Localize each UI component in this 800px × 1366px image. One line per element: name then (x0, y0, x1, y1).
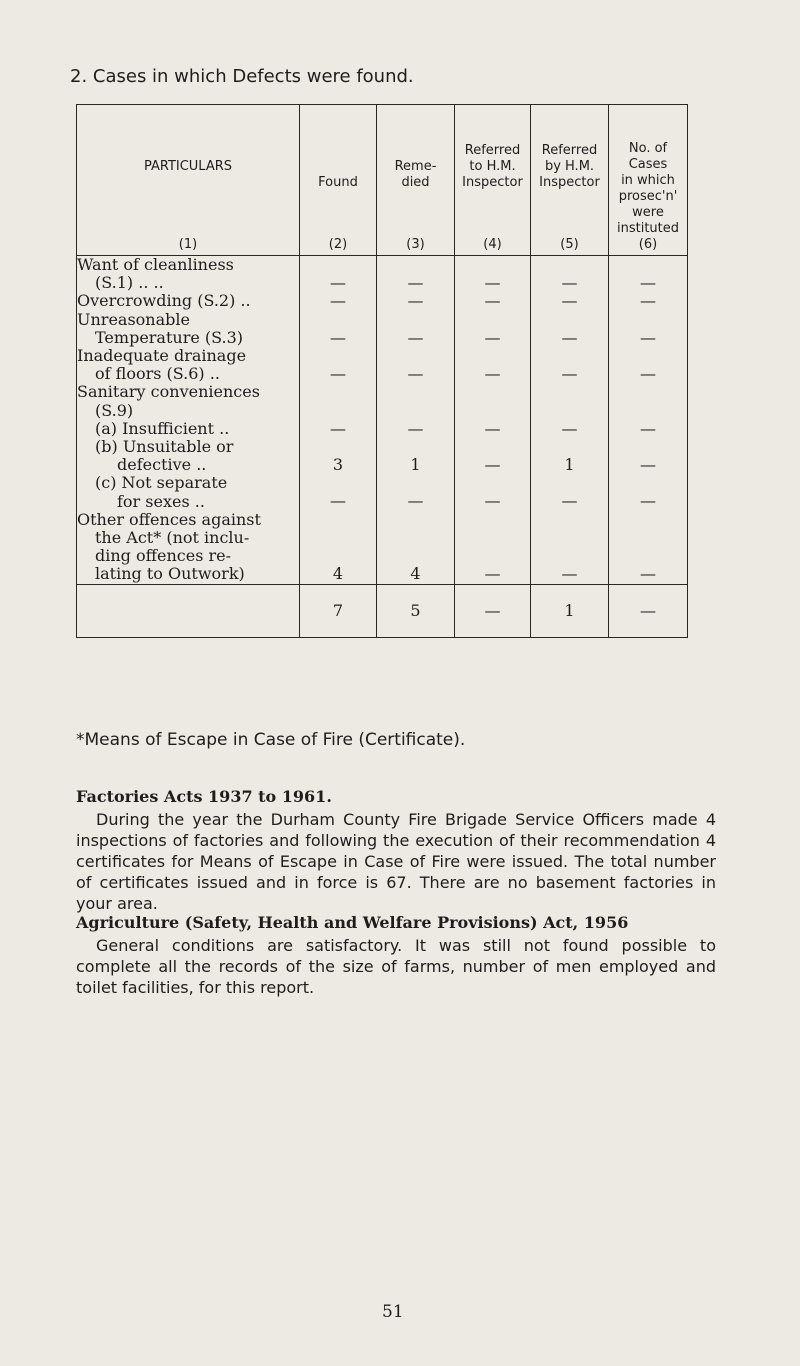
table-value (531, 402, 608, 420)
table-value (377, 511, 454, 529)
particular-line: Inadequate drainage (77, 346, 247, 366)
table-value: — (407, 418, 424, 438)
table-value (531, 311, 608, 329)
table-value (531, 474, 608, 492)
table-value (609, 383, 687, 401)
table-value (300, 529, 376, 547)
header-referred-to: Referred to H.M. Inspector (4) (455, 105, 531, 256)
table-value: — (561, 364, 578, 384)
table-value (377, 256, 454, 274)
table-value (455, 529, 530, 547)
table-value (609, 511, 687, 529)
defects-table (76, 104, 688, 638)
table-value: — (640, 273, 656, 293)
total-prosecutions: — (609, 584, 688, 637)
table-value (609, 547, 687, 565)
particular-line: (c) Not separate (95, 473, 228, 493)
table-value (300, 438, 376, 456)
table-value (609, 347, 687, 365)
table-value: 1 (564, 455, 575, 475)
table-value: — (330, 291, 346, 311)
particular-line: lating to Outwork) (95, 564, 245, 584)
table-value (609, 256, 687, 274)
table-value (455, 511, 530, 529)
table-value: — (484, 491, 501, 511)
table-value: — (484, 364, 501, 384)
table-value: 4 (410, 564, 421, 584)
page-number: 51 (382, 1302, 404, 1322)
table-value: — (561, 273, 578, 293)
table-value: — (330, 418, 346, 438)
table-value (609, 438, 687, 456)
header-particulars: PARTICULARS (1) (77, 105, 300, 256)
particular-line: defective .. (117, 455, 207, 475)
table-value (455, 383, 530, 401)
table-value (377, 347, 454, 365)
particular-line: (S.9) (95, 400, 134, 420)
table-value (531, 256, 608, 274)
totals-row (77, 584, 688, 637)
table-value: — (484, 273, 501, 293)
table-value (300, 383, 376, 401)
agriculture-title: Agriculture (Safety, Health and Welfare Provisions) Act, 1956 (76, 913, 629, 932)
table-value: — (330, 364, 346, 384)
total-remedied: 5 (377, 584, 455, 637)
table-value: — (561, 491, 578, 511)
table-value (377, 438, 454, 456)
table-value: — (330, 491, 346, 511)
header-found: Found (2) (300, 105, 377, 256)
table-value: — (484, 564, 501, 584)
table-value (455, 256, 530, 274)
table-value: 4 (332, 564, 344, 584)
particular-line: of floors (S.6) .. (95, 364, 220, 384)
table-footnote: *Means of Escape in Case of Fire (Certificate). (76, 730, 466, 750)
table-value (377, 402, 454, 420)
table-value (609, 529, 687, 547)
table-value (455, 347, 530, 365)
total-referred-by: 1 (531, 584, 609, 637)
section-heading: 2. Cases in which Defects were found. (70, 66, 414, 87)
table-value (531, 438, 608, 456)
particular-line: Want of cleanliness (77, 255, 234, 274)
particular-line: Temperature (S.3) (95, 327, 244, 347)
table-value (377, 474, 454, 492)
table-value (531, 511, 608, 529)
table-value (377, 529, 454, 547)
table-value: — (640, 418, 656, 438)
table-value: — (640, 455, 656, 475)
particular-line: (a) Insufficient .. (95, 418, 230, 438)
table-value (300, 256, 376, 274)
factories-section (76, 786, 716, 914)
table-value: — (640, 364, 656, 384)
table-value: — (407, 491, 424, 511)
prosecutions-column (609, 256, 688, 585)
table-value (609, 402, 687, 420)
table-value: — (484, 418, 501, 438)
table-value (300, 311, 376, 329)
table-value: — (640, 327, 656, 347)
table-value (531, 529, 608, 547)
found-column (300, 256, 377, 585)
particular-line: Unreasonable (77, 309, 190, 329)
particular-line: ding offences re- (95, 546, 232, 566)
header-prosecutions: No. of Cases in which prosec'n' were instituted (6) (609, 105, 688, 256)
table-value: — (640, 564, 656, 584)
header-row (77, 105, 688, 256)
header-remedied: Reme- died (3) (377, 105, 455, 256)
agriculture-section (76, 912, 716, 998)
table-value: — (407, 273, 424, 293)
referred-by-column (531, 256, 609, 585)
table-value (455, 438, 530, 456)
table-value: — (484, 291, 501, 311)
table-value (377, 547, 454, 565)
particulars-cell (77, 256, 300, 585)
particular-line: the Act* (not inclu- (95, 528, 250, 548)
table-value (300, 511, 376, 529)
table-value: — (407, 327, 424, 347)
table-value: 1 (410, 455, 421, 475)
table-value (455, 311, 530, 329)
particular-line: Other offences against (77, 509, 261, 529)
table-value (455, 547, 530, 565)
total-found: 7 (300, 584, 377, 637)
table-value: — (484, 327, 501, 347)
table-value (300, 547, 376, 565)
table-value: — (330, 327, 346, 347)
particular-line: Sanitary conveniences (77, 382, 260, 402)
particular-line: (S.1) .. .. (95, 273, 164, 293)
table-value (609, 311, 687, 329)
table-value: — (561, 564, 578, 584)
totals-label-cell (77, 584, 300, 637)
table-value (300, 347, 376, 365)
table-value: 3 (332, 455, 344, 475)
table-value: — (561, 327, 578, 347)
particular-line: (b) Unsuitable or (95, 437, 234, 457)
table-value: — (407, 291, 424, 311)
total-referred-to: — (455, 584, 531, 637)
referred-to-column (455, 256, 531, 585)
particular-line: for sexes .. (117, 491, 205, 511)
body-row (77, 256, 688, 585)
table-value: — (640, 291, 656, 311)
factories-body: During the year the Durham County Fire Brigade Service Officers made 4 inspections of factories and following the execution of their recommendation 4 certificates for Means of Escape in Case of Fire were issued. The total number of certificates issued and in force is 67. There are no basement factories in your area. (76, 810, 716, 913)
factories-title: Factories Acts 1937 to 1961. (76, 787, 332, 806)
table-value (300, 402, 376, 420)
table-value: — (330, 273, 346, 293)
table-value: — (561, 418, 578, 438)
table-value: — (640, 491, 656, 511)
table-value (455, 474, 530, 492)
table-value: — (561, 291, 578, 311)
table-value (377, 383, 454, 401)
table-value (609, 474, 687, 492)
header-referred-by: Referred by H.M. Inspector (5) (531, 105, 609, 256)
table-value (377, 311, 454, 329)
table-value: — (484, 455, 501, 475)
table-value (531, 347, 608, 365)
agriculture-body: General conditions are satisfactory. It was still not found possible to complete all the records of the size of farms, number of men employed and toilet facilities, for this report. (76, 936, 716, 997)
table-value (455, 402, 530, 420)
table-value (300, 474, 376, 492)
table-value: — (407, 364, 424, 384)
table-value (531, 547, 608, 565)
table-value (531, 383, 608, 401)
particular-line: Overcrowding (S.2) .. (77, 291, 251, 311)
remedied-column (377, 256, 455, 585)
